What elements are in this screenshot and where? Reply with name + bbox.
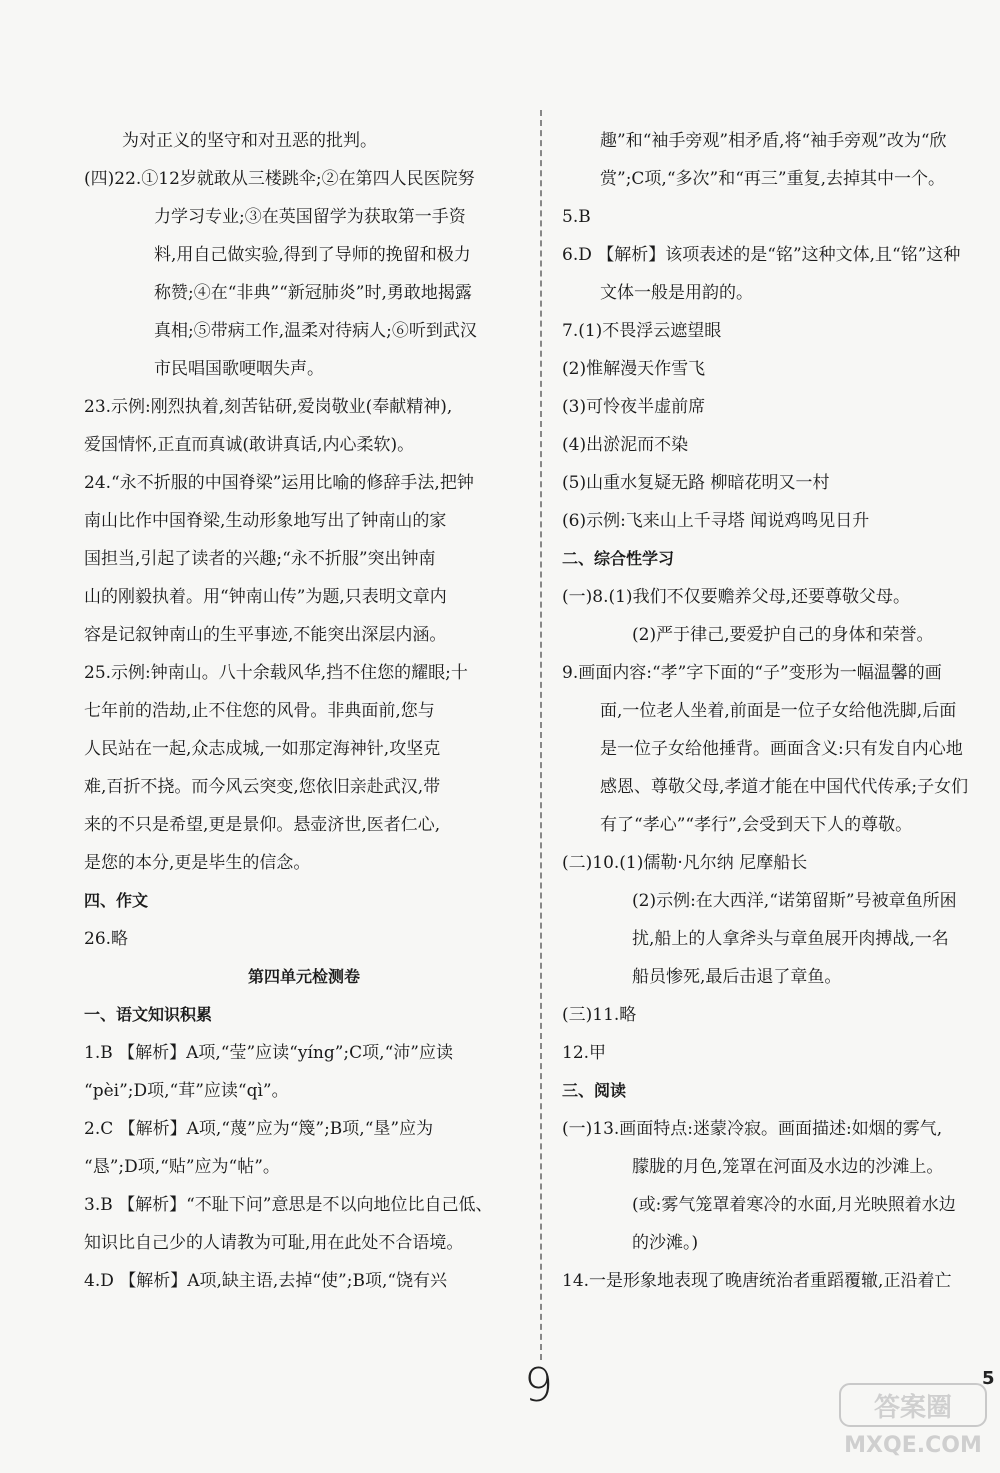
text-line: 人民站在一起,众志成城,一如那定海神针,攻坚克 bbox=[84, 739, 441, 759]
text-line: 力学习专业;③在英国留学为获取第一手资 bbox=[154, 207, 466, 227]
text-line: (6)示例:飞来山上千寻塔 闻说鸡鸣见日升 bbox=[562, 511, 870, 531]
text-line: 4.D 【解析】A项,缺主语,去掉“使”;B项,“饶有兴 bbox=[84, 1271, 448, 1291]
text-line: 知识比自己少的人请教为可耻,用在此处不合语境。 bbox=[84, 1233, 464, 1253]
text-line: 真相;⑤带病工作,温柔对待病人;⑥听到武汉 bbox=[154, 321, 477, 341]
text-line: 船员惨死,最后击退了章鱼。 bbox=[632, 967, 842, 987]
text-line: 1.B 【解析】A项,“莹”应读“yíng”;C项,“沛”应读 bbox=[84, 1043, 453, 1063]
text-line: 赏”;C项,“多次”和“再三”重复,去掉其中一个。 bbox=[600, 169, 945, 189]
text-line: 的沙滩。) bbox=[632, 1233, 699, 1253]
page-number: 9 bbox=[524, 1358, 554, 1412]
text-line: 趣”和“袖手旁观”相矛盾,将“袖手旁观”改为“欣 bbox=[600, 131, 947, 151]
text-line: (一)8.(1)我们不仅要赡养父母,还要尊敬父母。 bbox=[562, 587, 910, 607]
watermark-logo bbox=[838, 1380, 988, 1460]
text-line: “恳”;D项,“贴”应为“帖”。 bbox=[84, 1157, 280, 1177]
section-heading: 一、语文知识积累 bbox=[84, 1005, 213, 1024]
text-line: 9.画面内容:“孝”字下面的“子”变形为一幅温馨的画 bbox=[562, 663, 942, 683]
text-line: 2.C 【解析】A项,“蔑”应为“篾”;B项,“垦”应为 bbox=[84, 1119, 434, 1139]
text-line: 山的刚毅执着。用“钟南山传”为题,只表明文章内 bbox=[84, 587, 447, 607]
text-line: 国担当,引起了读者的兴趣;“永不折服”突出钟南 bbox=[84, 549, 436, 569]
section-heading: 四、作文 bbox=[84, 891, 149, 910]
text-line: (5)山重水复疑无路 柳暗花明又一村 bbox=[562, 473, 830, 493]
text-line: 7.(1)不畏浮云遮望眼 bbox=[562, 321, 722, 341]
text-line: (一)13.画面特点:迷蒙冷寂。画面描述:如烟的雾气, bbox=[562, 1119, 943, 1139]
text-line: (4)出淤泥而不染 bbox=[562, 435, 689, 455]
corner-page-number: 5 bbox=[982, 1368, 995, 1389]
text-line: (二)10.(1)儒勒·凡尔纳 尼摩船长 bbox=[562, 853, 808, 873]
text-line: 扰,船上的人拿斧头与章鱼展开肉搏战,一名 bbox=[632, 929, 949, 949]
text-line: 6.D 【解析】该项表述的是“铭”这种文体,且“铭”这种 bbox=[562, 245, 961, 265]
text-line: 26.略 bbox=[84, 929, 129, 949]
text-line: 是您的本分,更是毕生的信念。 bbox=[84, 853, 311, 873]
text-line: “pèi”;D项,“茸”应读“qì”。 bbox=[84, 1081, 289, 1101]
section-heading: 第四单元检测卷 bbox=[247, 967, 360, 986]
section-heading: 二、综合性学习 bbox=[562, 549, 675, 568]
text-line: 料,用自己做实验,得到了导师的挽留和极力 bbox=[154, 245, 471, 265]
text-line: (3)可怜夜半虚前席 bbox=[562, 397, 706, 417]
text-line: 5.B bbox=[562, 207, 591, 227]
text-line: (2)严于律己,要爱护自己的身体和荣誉。 bbox=[632, 625, 934, 645]
text-line: 有了“孝心”“孝行”,会受到天下人的尊敬。 bbox=[600, 815, 913, 835]
text-line: 难,百折不挠。而今风云突变,您依旧亲赴武汉,带 bbox=[84, 777, 441, 797]
text-line: 为对正义的坚守和对丑恶的批判。 bbox=[122, 131, 377, 151]
text-line: 称赞;④在“非典”“新冠肺炎”时,勇敢地揭露 bbox=[154, 283, 472, 303]
text-line: 市民唱国歌哽咽失声。 bbox=[154, 359, 324, 379]
text-line: 爱国情怀,正直而真诚(敢讲真话,内心柔软)。 bbox=[84, 435, 415, 455]
text-line: 25.示例:钟南山。八十余载风华,挡不住您的耀眼;十 bbox=[84, 663, 468, 683]
text-line: (三)11.略 bbox=[562, 1005, 637, 1025]
column-divider bbox=[540, 110, 542, 1360]
svg-text:MXQE.COM: MXQE.COM bbox=[844, 1433, 982, 1458]
left-column bbox=[84, 122, 524, 1300]
text-line: 24.“永不折服的中国脊梁”运用比喻的修辞手法,把钟 bbox=[84, 473, 474, 493]
text-line: (2)示例:在大西洋,“诺第留斯”号被章鱼所困 bbox=[632, 891, 957, 911]
right-column bbox=[562, 122, 984, 1300]
text-line: 3.B 【解析】“不耻下问”意思是不以向地位比自己低、 bbox=[84, 1195, 493, 1215]
text-line: 朦胧的月色,笼罩在河面及水边的沙滩上。 bbox=[632, 1157, 944, 1177]
text-line: 14.一是形象地表现了晚唐统治者重蹈覆辙,正沿着亡 bbox=[562, 1271, 952, 1291]
text-line: 面,一位老人坐着,前面是一位子女给他洗脚,后面 bbox=[600, 701, 957, 721]
text-line: 来的不只是希望,更是景仰。悬壶济世,医者仁心, bbox=[84, 815, 441, 835]
text-line: (四)22.①12岁就敢从三楼跳伞;②在第四人民医院努 bbox=[84, 169, 475, 189]
svg-text:答案圈: 答案圈 bbox=[873, 1393, 953, 1423]
section-heading: 三、阅读 bbox=[562, 1081, 627, 1100]
text-line: 12.甲 bbox=[562, 1043, 607, 1063]
text-line: 容是记叙钟南山的生平事迹,不能突出深层内涵。 bbox=[84, 625, 447, 645]
text-line: 南山比作中国脊梁,生动形象地写出了钟南山的家 bbox=[84, 511, 447, 531]
text-line: 七年前的浩劫,止不住您的风骨。非典面前,您与 bbox=[84, 701, 435, 721]
text-line: (2)惟解漫天作雪飞 bbox=[562, 359, 706, 379]
text-line: 文体一般是用韵的。 bbox=[600, 283, 753, 303]
text-line: 是一位子女给他捶背。画面含义:只有发自内心地 bbox=[600, 739, 963, 759]
text-line: 感恩、尊敬父母,孝道才能在中国代代传承;子女们 bbox=[600, 777, 969, 797]
text-line: (或:雾气笼罩着寒冷的水面,月光映照着水边 bbox=[632, 1195, 956, 1215]
text-line: 23.示例:刚烈执着,刻苦钻研,爱岗敬业(奉献精神), bbox=[84, 397, 453, 417]
